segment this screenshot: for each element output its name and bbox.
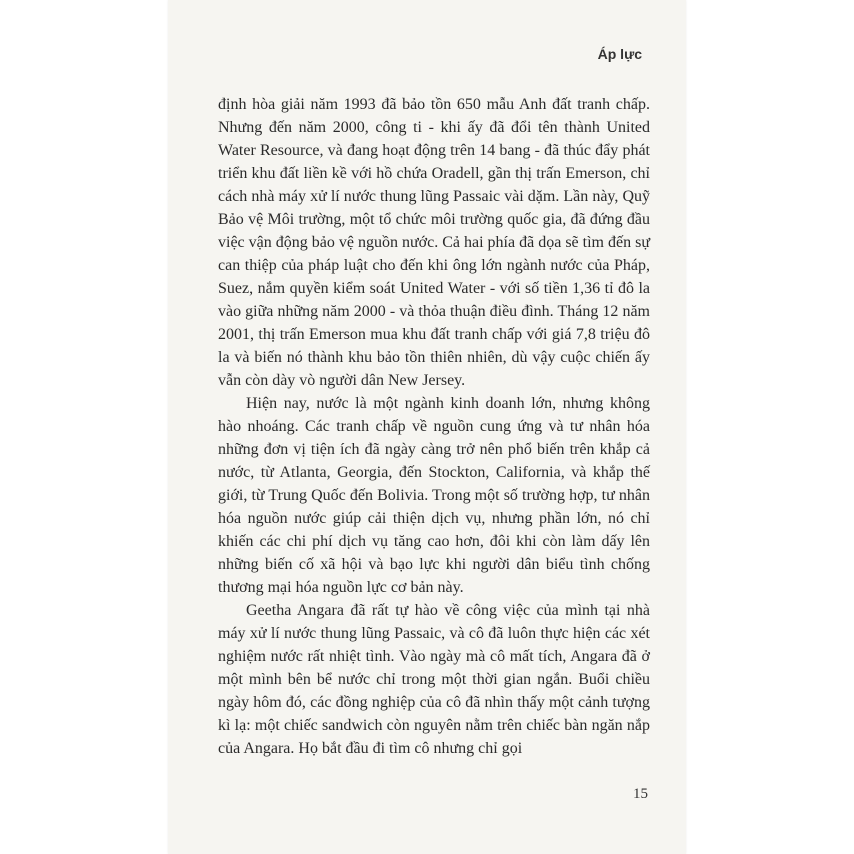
paragraph-2: Hiện nay, nước là một ngành kinh doanh lớn, nhưng không hào nhoáng. Các tranh chấp về nguồn cung ứng và tư nhân hóa những đơn vị tiện ích đã ngày càng trở nên phổ biến trên khắp cả nước, từ Atlanta, Georgia, đến Stockton, California, và khắp thế giới, từ Trung Quốc đến Bolivia. Trong một số trường hợp, tư nhân hóa nguồn nước giúp cải thiện dịch vụ, nhưng phần lớn, nó chỉ khiến các chi phí dịch vụ tăng cao hơn, đôi khi còn làm dấy lên những biến cố xã hội và bạo lực khi người dân biểu tình chống thương mại hóa nguồn lực cơ bản này. [218, 395, 650, 596]
body-text [218, 93, 650, 760]
running-header: Áp lực [597, 46, 642, 62]
paragraph-3: Geetha Angara đã rất tự hào về công việc của mình tại nhà máy xử lí nước thung lũng Passaic, và cô đã luôn thực hiện các xét nghiệm nước rất nhiệt tình. Vào ngày mà cô mất tích, Angara đã ở một mình bên bể nước chỉ trong một thời gian ngắn. Buổi chiều ngày hôm đó, các đồng nghiệp của cô đã nhìn thấy một cảnh tượng kì lạ: một chiếc sandwich còn nguyên nằm trên chiếc bàn ngăn nắp của Angara. Họ bắt đầu đi tìm cô nhưng chỉ gọi [218, 602, 650, 757]
page-number: 15 [633, 786, 648, 802]
book-page [168, 0, 686, 854]
paragraph-1: định hòa giải năm 1993 đã bảo tồn 650 mẫu Anh đất tranh chấp. Nhưng đến năm 2000, công ti - khi ấy đã đổi tên thành United Water Resource, và đang hoạt động trên 14 bang - đã thúc đẩy phát triển khu đất liền kề với hồ chứa Oradell, gần thị trấn Emerson, chỉ cách nhà máy xử lí nước thung lũng Passaic vài dặm. Lần này, Quỹ Bảo vệ Môi trường, một tổ chức môi trường quốc gia, đã đứng đầu việc vận động bảo vệ nguồn nước. Cả hai phía đã dọa sẽ tìm đến sự can thiệp của pháp luật cho đến khi ông lớn ngành nước của Pháp, Suez, nắm quyền kiểm soát United Water - với số tiền 1,36 tỉ đô la vào giữa những năm 2000 - và thỏa thuận điều đình. Tháng 12 năm 2001, thị trấn Emerson mua khu đất tranh chấp với giá 7,8 triệu đô la và biến nó thành khu bảo tồn thiên nhiên, dù vậy cuộc chiến ấy vẫn còn dày vò người dân New Jersey. [218, 96, 650, 389]
